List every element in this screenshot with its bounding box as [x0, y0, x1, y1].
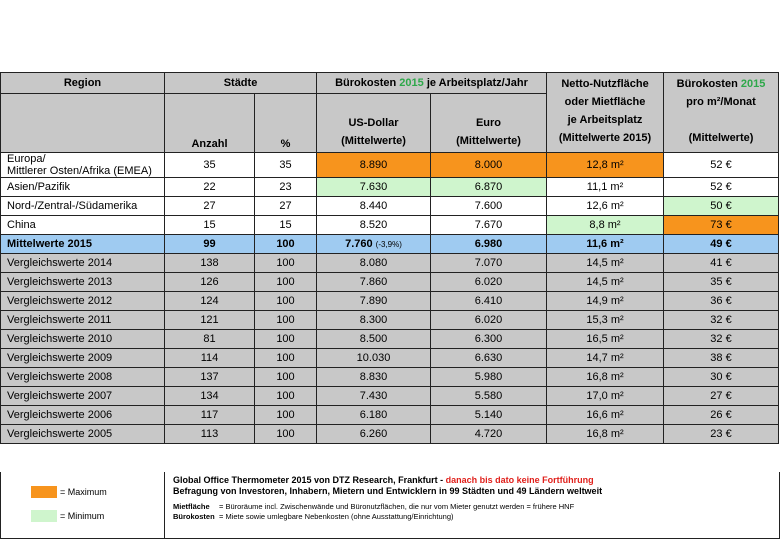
cell-pct: 100 — [255, 292, 317, 311]
cell-pct: 15 — [255, 216, 317, 235]
legend-min-swatch — [31, 510, 57, 522]
cell-eur: 6.630 — [431, 349, 547, 368]
cell-nnf: 16,6 m² — [547, 406, 664, 425]
cell-nnf: 16,8 m² — [547, 368, 664, 387]
cell-anzahl: 99 — [165, 235, 255, 254]
legend-max: = Maximum — [31, 486, 107, 498]
cell-nnf: 16,5 m² — [547, 330, 664, 349]
cell-qm: 32 € — [664, 330, 779, 349]
col-pct: % — [255, 94, 317, 153]
cell-nnf: 11,6 m² — [547, 235, 664, 254]
cell-pct: 100 — [255, 406, 317, 425]
cell-nnf: 16,8 m² — [547, 425, 664, 444]
blank-header-area — [0, 0, 780, 72]
cell-eur: 7.070 — [431, 254, 547, 273]
cell-anzahl: 117 — [165, 406, 255, 425]
cell-nnf: 14,5 m² — [547, 254, 664, 273]
cell-pct: 100 — [255, 311, 317, 330]
cell-anzahl: 121 — [165, 311, 255, 330]
cell-nnf: 11,1 m² — [547, 178, 664, 197]
cell-usd: 7.430 — [317, 387, 431, 406]
cell-qm: 73 € — [664, 216, 779, 235]
cell-eur: 4.720 — [431, 425, 547, 444]
col-region: Region — [1, 73, 165, 94]
table-row — [1, 406, 779, 425]
table-row — [1, 425, 779, 444]
cell-pct: 27 — [255, 197, 317, 216]
table-row — [1, 311, 779, 330]
region-name: Vergleichswerte 2008 — [1, 368, 165, 387]
table-row — [1, 273, 779, 292]
cell-eur: 6.980 — [431, 235, 547, 254]
region-name: Vergleichswerte 2011 — [1, 311, 165, 330]
cell-usd: 8.830 — [317, 368, 431, 387]
definitions: Mietfläche = Büroräume incl. Zwischenwände und Büronutzflächen, die nur vom Mieter genutzt werden = frühere HNF Bürokosten = Miete sowie umlegbare Nebenkosten (ohne Ausstattung/Einrichtung) — [173, 502, 575, 521]
col-nnf: Netto-Nutzfläche oder Mietfläche je Arbeitsplatz (Mittelwerte 2015) — [547, 73, 664, 153]
cell-eur: 6.870 — [431, 178, 547, 197]
cell-qm: 41 € — [664, 254, 779, 273]
col-buerokosten: Bürokosten 2015 je Arbeitsplatz/Jahr — [317, 73, 547, 94]
col-staedte: Städte — [165, 73, 317, 94]
cell-qm: 49 € — [664, 235, 779, 254]
cell-qm: 52 € — [664, 153, 779, 178]
cell-usd: 8.500 — [317, 330, 431, 349]
cell-usd: 8.440 — [317, 197, 431, 216]
region-name: Vergleichswerte 2005 — [1, 425, 165, 444]
footnotes — [173, 475, 602, 522]
cell-usd: 10.030 — [317, 349, 431, 368]
cell-usd: 6.180 — [317, 406, 431, 425]
cell-pct: 23 — [255, 178, 317, 197]
region-name: Vergleichswerte 2013 — [1, 273, 165, 292]
table-row — [1, 153, 779, 178]
cell-pct: 100 — [255, 387, 317, 406]
region-name: China — [1, 216, 165, 235]
cell-eur: 5.580 — [431, 387, 547, 406]
cell-qm: 35 € — [664, 273, 779, 292]
legend-min: = Minimum — [31, 510, 104, 522]
cell-nnf: 14,7 m² — [547, 349, 664, 368]
cell-nnf: 17,0 m² — [547, 387, 664, 406]
cell-usd: 7.890 — [317, 292, 431, 311]
cell-nnf: 12,8 m² — [547, 153, 664, 178]
cell-eur: 7.670 — [431, 216, 547, 235]
cell-anzahl: 81 — [165, 330, 255, 349]
cell-pct: 100 — [255, 235, 317, 254]
region-name: Vergleichswerte 2014 — [1, 254, 165, 273]
cell-pct: 100 — [255, 425, 317, 444]
region-name: Nord-/Zentral-/Südamerika — [1, 197, 165, 216]
cell-usd: 7.760 (-3,9%) — [317, 235, 431, 254]
cell-usd: 7.630 — [317, 178, 431, 197]
cell-anzahl: 137 — [165, 368, 255, 387]
cell-eur: 5.980 — [431, 368, 547, 387]
region-name: Asien/Pazifik — [1, 178, 165, 197]
col-anzahl: Anzahl — [165, 94, 255, 153]
cell-anzahl: 114 — [165, 349, 255, 368]
cell-usd: 6.260 — [317, 425, 431, 444]
cell-qm: 27 € — [664, 387, 779, 406]
region-name: Mittelwerte 2015 — [1, 235, 165, 254]
table-row — [1, 330, 779, 349]
source-note: Global Office Thermometer 2015 von DTZ Research, Frankfurt - danach bis dato keine Fortführung — [173, 475, 594, 485]
cell-anzahl: 15 — [165, 216, 255, 235]
table-row — [1, 216, 779, 235]
region-name: Vergleichswerte 2012 — [1, 292, 165, 311]
cell-anzahl: 126 — [165, 273, 255, 292]
col-usd: US-Dollar (Mittelwerte) — [317, 94, 431, 153]
table-row — [1, 292, 779, 311]
table-row — [1, 387, 779, 406]
legend-max-swatch — [31, 486, 57, 498]
region-name: Vergleichswerte 2009 — [1, 349, 165, 368]
table-row — [1, 349, 779, 368]
cell-nnf: 12,6 m² — [547, 197, 664, 216]
cell-usd: 8.520 — [317, 216, 431, 235]
table-row — [1, 178, 779, 197]
cell-qm: 26 € — [664, 406, 779, 425]
cell-pct: 100 — [255, 254, 317, 273]
cell-qm: 23 € — [664, 425, 779, 444]
cell-eur: 5.140 — [431, 406, 547, 425]
survey-note: Befragung von Investoren, Inhabern, Mietern und Entwicklern in 99 Städten und 49 Ländern weltweit — [173, 486, 603, 496]
cell-eur: 6.020 — [431, 273, 547, 292]
table-row — [1, 254, 779, 273]
cell-pct: 100 — [255, 273, 317, 292]
cell-eur: 6.410 — [431, 292, 547, 311]
region-name: Vergleichswerte 2006 — [1, 406, 165, 425]
cell-anzahl: 138 — [165, 254, 255, 273]
cell-nnf: 8,8 m² — [547, 216, 664, 235]
cell-qm: 32 € — [664, 311, 779, 330]
region-name: Europa/ Mittlerer Osten/Afrika (EMEA) — [1, 153, 165, 178]
cell-qm: 36 € — [664, 292, 779, 311]
office-cost-table — [0, 72, 779, 444]
cell-eur: 8.000 — [431, 153, 547, 178]
cell-qm: 50 € — [664, 197, 779, 216]
col-region-blank — [1, 94, 165, 153]
cell-qm: 38 € — [664, 349, 779, 368]
footer — [0, 472, 780, 539]
cell-usd: 8.890 — [317, 153, 431, 178]
cell-usd: 8.080 — [317, 254, 431, 273]
cell-nnf: 15,3 m² — [547, 311, 664, 330]
legend — [1, 472, 165, 538]
cell-usd: 7.860 — [317, 273, 431, 292]
table-row-mittelwerte — [1, 235, 779, 254]
cell-eur: 6.300 — [431, 330, 547, 349]
region-name: Vergleichswerte 2007 — [1, 387, 165, 406]
cell-anzahl: 124 — [165, 292, 255, 311]
cell-anzahl: 113 — [165, 425, 255, 444]
cell-anzahl: 35 — [165, 153, 255, 178]
cell-pct: 100 — [255, 368, 317, 387]
col-qm: Bürokosten 2015 pro m²/Monat (Mittelwerte) — [664, 73, 779, 153]
cell-anzahl: 27 — [165, 197, 255, 216]
table-row — [1, 368, 779, 387]
cell-nnf: 14,9 m² — [547, 292, 664, 311]
cell-nnf: 14,5 m² — [547, 273, 664, 292]
cell-eur: 6.020 — [431, 311, 547, 330]
cell-pct: 35 — [255, 153, 317, 178]
table-row — [1, 197, 779, 216]
col-eur: Euro (Mittelwerte) — [431, 94, 547, 153]
cell-qm: 52 € — [664, 178, 779, 197]
cell-pct: 100 — [255, 330, 317, 349]
cell-qm: 30 € — [664, 368, 779, 387]
cell-usd: 8.300 — [317, 311, 431, 330]
cell-pct: 100 — [255, 349, 317, 368]
cell-eur: 7.600 — [431, 197, 547, 216]
cell-anzahl: 134 — [165, 387, 255, 406]
cell-anzahl: 22 — [165, 178, 255, 197]
region-name: Vergleichswerte 2010 — [1, 330, 165, 349]
